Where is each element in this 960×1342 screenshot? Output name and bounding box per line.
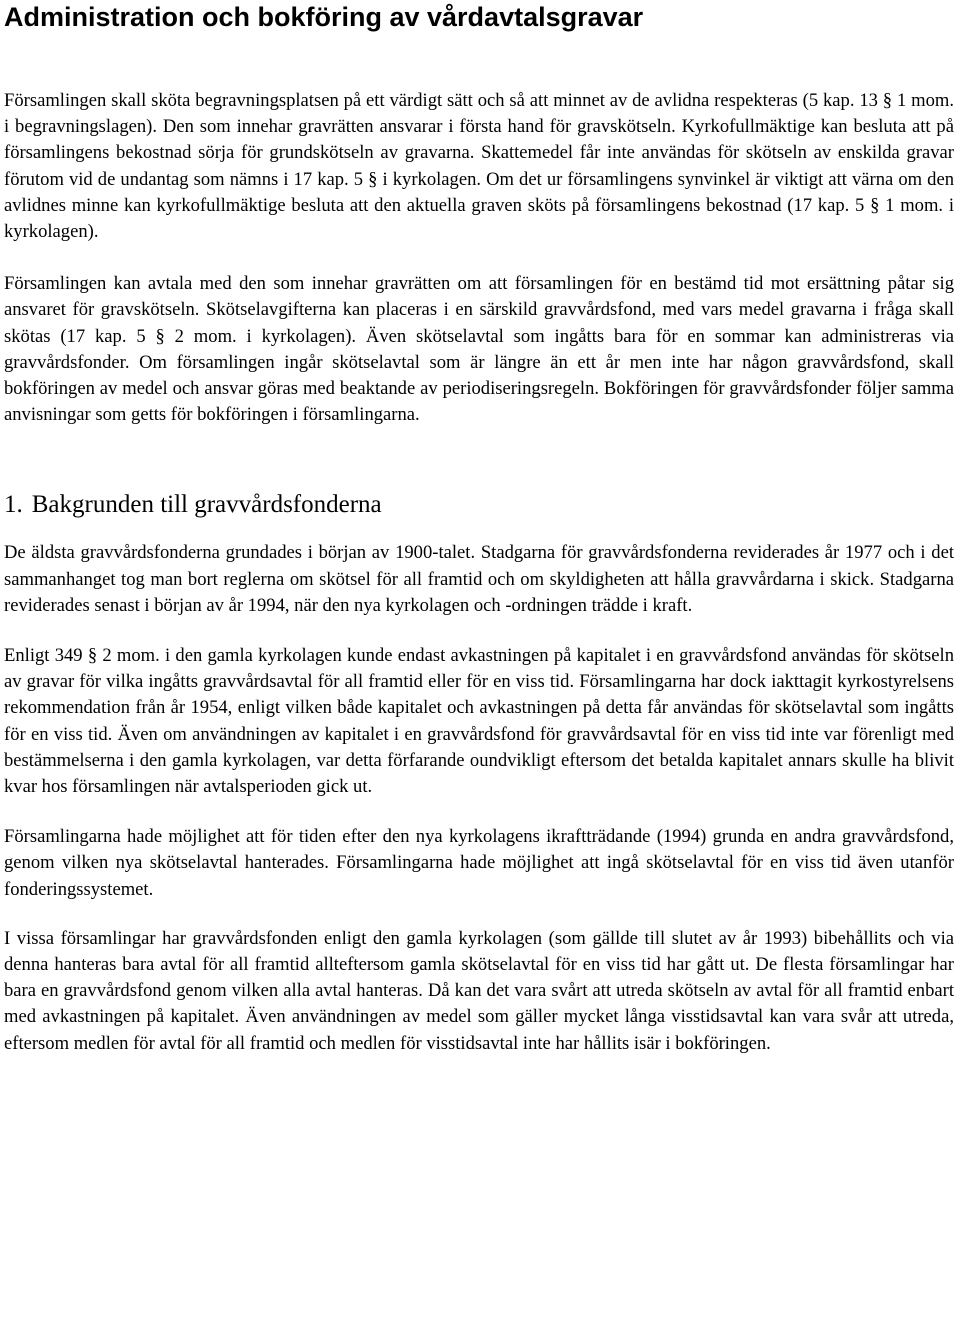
section-number: 1. — [4, 491, 23, 519]
section-heading — [4, 490, 954, 520]
section-paragraph-2: Enligt 349 § 2 mom. i den gamla kyrkolagen kunde endast avkastningen på kapitalet i en gravvårdsfond användas för skötseln av gravar för vilka ingåtts gravvårdsavtal för all framtid eller för en viss tid. Församlingarna har dock iakttagit kyrkostyrelsens rekommendation från år 1954, enligt vilken både kapitalet och avkastningen på detta får användas för skötselavtal som ingåtts för en viss tid. Även om användningen av kapitalet i en gravvårdsfond för gravvårdsavtal för en viss tid inte var förenligt med bestämmelserna i den gamla kyrkolagen, var detta förfarande oundvikligt eftersom det betalda kapitalet annars skulle ha blivit kvar hos församlingen när avtalsperioden gick ut. — [4, 645, 954, 798]
section-paragraph-4: I vissa församlingar har gravvårdsfonden enligt den gamla kyrkolagen (som gällde till slutet av år 1993) bibehållits och via denna hanteras bara avtal för all framtid allteftersom gamla skötselavtal för en viss tid har gått ut. De flesta församlingar har bara en gravvårdsfond genom vilken alla avtal hanteras. Då kan det vara svårt att utreda skötseln av avtal för all framtid enbart med avkastningen på kapitalet. Även användningen av medel som gäller mycket långa visstidsavtal kan vara svår att utreda, eftersom medlen för avtal för all framtid och medlen för visstidsavtal inte har hållits isär i bokföringen. — [4, 927, 954, 1054]
intro-paragraph-2: Församlingen kan avtala med den som innehar gravrätten om att församlingen för en bestämd tid mot ersättning påtar sig ansvaret för gravskötseln. Skötselavgifterna kan placeras i en särskild gravvårdsfond, med vars medel gravarna i fråga skall skötas (17 kap. 5 § 2 mom. i kyrkolagen). Även skötselavtal som ingåtts bara för en sommar kan administreras via gravvårdsfonder. Om församlingen ingår skötselavtal som är längre än ett år men inte har någon gravvårdsfond, skall bokföringen av medel och ansvar göras med beaktande av periodiseringsregeln. Bokföringen för gravvårdsfonder följer samma anvisningar som getts för bokföringen i församlingarna. — [4, 273, 954, 426]
document-title: Administration och bokföring av vårdavtalsgravar — [4, 2, 644, 32]
intro-paragraph-1: Församlingen skall sköta begravningsplatsen på ett värdigt sätt och så att minnet av de avlidna respekteras (5 kap. 13 § 1 mom. i begravningslagen). Den som innehar gravrätten ansvarar i första hand för gravskötseln. Kyrkofullmäktige kan besluta att på församlingens bekostnad sörja för grundskötseln av gravarna. Skattemedel får inte användas för skötseln av enskilda gravar förutom vid de undantag som nämns i 17 kap. 5 § i kyrkolagen. Om det ur församlingens synvinkel är viktigt att värna om den avlidnes minne kan kyrkofullmäktige besluta att den aktuella graven sköts på församlingens bekostnad (17 kap. 5 § 1 mom. i kyrkolagen). — [4, 90, 954, 243]
section-title: Bakgrunden till gravvårdsfonderna — [31, 491, 382, 519]
section-paragraph-3: Församlingarna hade möjlighet att för tiden efter den nya kyrkolagens ikraftträdande (1994) grunda en andra gravvårdsfond, genom vilken nya skötselavtal hanterades. Församlingarna hade möjlighet att ingå skötselavtal för en viss tid även utanför fonderingssystemet. — [4, 826, 954, 900]
section-paragraph-1: De äldsta gravvårdsfonderna grundades i början av 1900-talet. Stadgarna för gravvårdsfonderna reviderades år 1977 och i det sammanhanget tog man bort reglerna om skötsel för all framtid och om skyldigheten att hålla gravvårdarna i skick. Stadgarna reviderades senast i början av år 1994, när den nya kyrkolagen och -ordningen trädde i kraft. — [4, 542, 954, 616]
